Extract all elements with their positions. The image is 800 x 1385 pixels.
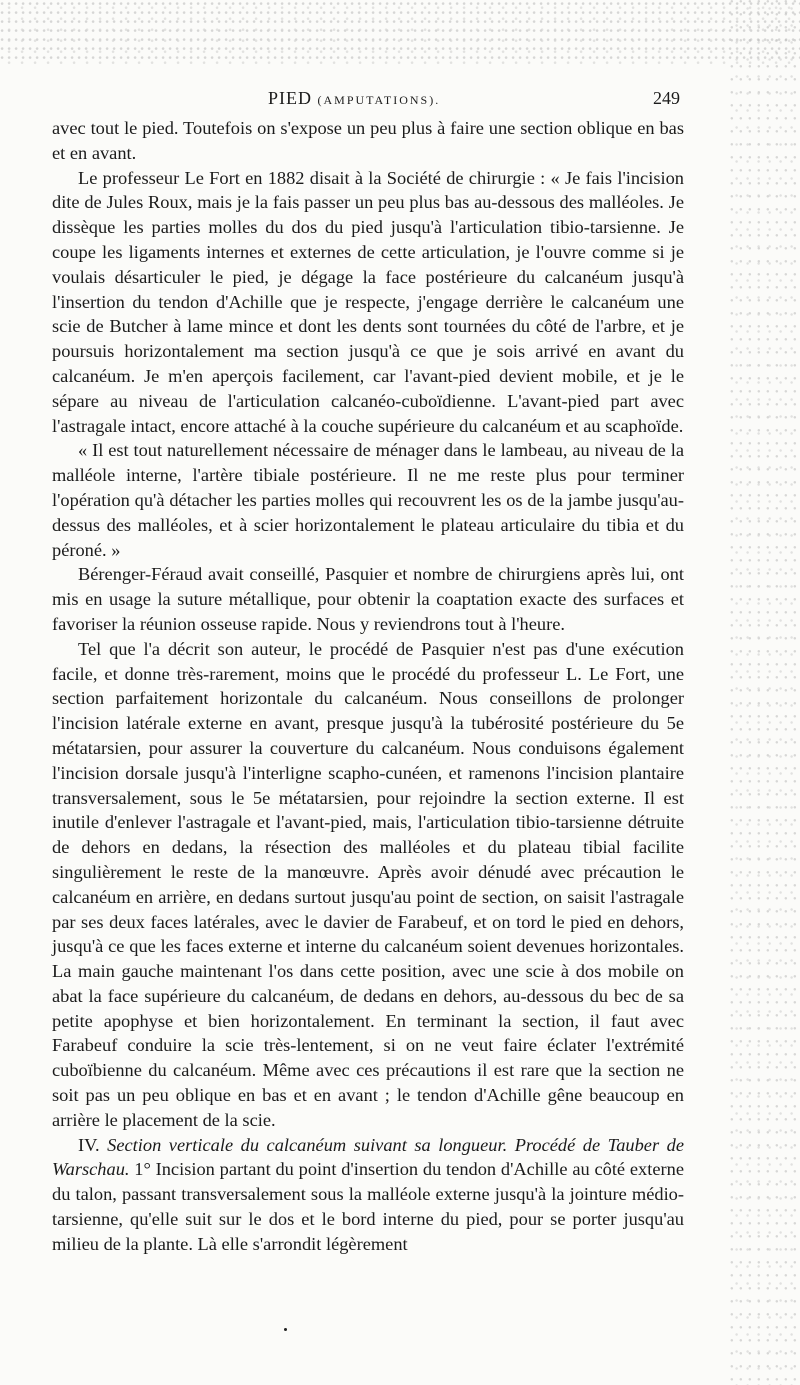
running-head-main: PIED [268, 88, 312, 108]
paragraph: avec tout le pied. Toutefois on s'expose un peu plus à faire une section oblique en bas et en avant. [52, 118, 684, 163]
body-text [52, 116, 684, 1257]
paragraph: « Il est tout naturellement nécessaire de ménager dans le lambeau, au niveau de la malléole interne, l'artère tibiale postérieure. Il ne me reste plus pour terminer l'opération qu'à détacher les parties molles qui recouvrent les os de la jambe jusqu'au-dessus des malléoles, et à scier horizontalement le plateau articulaire du tibia et du péroné. » [52, 440, 684, 560]
page-number: 249 [653, 88, 680, 108]
paragraph: Tel que l'a décrit son auteur, le procédé de Pasquier n'est pas d'une exécution facile, et donne très-rarement, moins que le procédé du professeur L. Le Fort, une section parfaitement horizontale du calcanéum. Nous conseillons de prolonger l'incision latérale externe en avant, presque jusqu'à la tubérosité postérieure du 5e métatarsien, pour assurer la couverture du calcanéum. Nous conduisons également l'incision dorsale jusqu'à l'interligne scapho-cunéen, et ramenons l'incision plantaire transversalement, sous le 5e métatarsien, pour rejoindre la section externe. Il est inutile d'enlever l'astragale et l'avant-pied, mais, l'articulation tibio-tarsienne détruite de dehors en dedans, la résection des malléoles et du plateau tibial facilite singulièrement le reste de la manœuvre. Après avoir dénudé avec précaution le calcanéum en arrière, en dedans surtout jusqu'au point de section, on saisit l'astragale par ses deux faces latérales, avec le davier de Farabeuf, et on tord le pied en dehors, jusqu'à ce que les faces externe et interne du calcanéum soient devenues horizontales. La main gauche maintenant l'os dans cette position, avec une scie à dos mobile on abat la face supérieure du calcanéum, de dedans en dehors, au-dessous du bec de sa petite apophyse et bien horizontalement. En terminant la section, il faut avec Farabeuf conduire la scie très-lentement, si on ne veut faire éclater l'extrémité cuboïbienne du calcanéum. Même avec ces précautions il est rare que la section ne soit pas un peu oblique en bas et en avant ; le tendon d'Achille gêne beaucoup en arrière le placement de la scie. [52, 638, 684, 1130]
paragraph: Le professeur Le Fort en 1882 disait à la Société de chirurgie : « Je fais l'incision dite de Jules Roux, mais je la fais passer un peu plus bas au-dessous des malléoles. Je dissèque les parties molles du dos du pied jusqu'à l'articulation tibio-tarsienne. Je coupe les ligaments internes et externes de cette articulation, je l'ouvre comme si je voulais désarticuler le pied, je dégage la face postérieure du calcanéum jusqu'à l'insertion du tendon d'Achille que je respecte, j'engage derrière le calcanéum une scie de Butcher à lame mince et dont les dents sont tournées du côté de l'arbre, et je poursuis horizontalement ma section jusqu'à ce que je sois arrivé en avant du calcanéum. Je m'en aperçois facilement, car l'avant-pied devient mobile, et je le sépare au niveau de l'articulation calcanéo-cuboïdienne. L'avant-pied part avec l'astragale intact, encore attaché à la couche supérieure du calcanéum et au scaphoïde. [52, 167, 684, 436]
running-header [52, 88, 680, 112]
ink-speck [284, 1328, 287, 1331]
running-head [268, 88, 440, 109]
scan-noise-top [0, 0, 800, 64]
procedure-name: Procédé de Tauber de Warschau. [52, 1134, 684, 1180]
section-text: 1° Incision partant du point d'insertion du tendon d'Achille au côté externe du talon, passant transversalement sous la malléole externe jusqu'à la jointure médio-tarsienne, qu'elle suit sur le dos et le bord interne du pied, pour se porter jusqu'au milieu de la plante. Là elle s'arrondit légèrement [52, 1159, 684, 1254]
running-head-sub: (AMPUTATIONS). [317, 93, 441, 107]
section-iv-paragraph [52, 1133, 684, 1257]
scan-noise-edge [730, 0, 800, 1385]
section-title: Section verticale du calcanéum suivant sa longueur. [107, 1134, 508, 1155]
paragraph: Bérenger-Féraud avait conseillé, Pasquier et nombre de chirurgiens après lui, ont mis en usage la suture métallique, pour obtenir la coaptation exacte des surfaces et favoriser la réunion osseuse rapide. Nous y reviendrons tout à l'heure. [52, 564, 684, 634]
section-numeral: IV. [78, 1134, 100, 1155]
